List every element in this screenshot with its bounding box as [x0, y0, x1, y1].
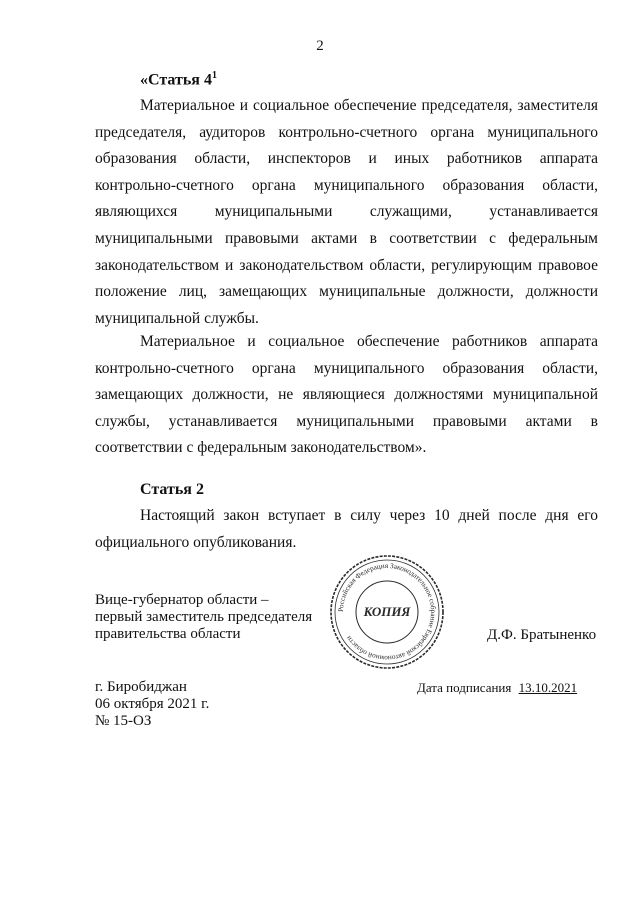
- article-2-heading: Статья 2: [140, 481, 204, 498]
- article-4-heading-superscript: 1: [211, 70, 217, 81]
- copy-stamp-graphic: [328, 553, 446, 671]
- article-4-heading-text: «Статья 4: [140, 71, 212, 89]
- signatory-title-line-3: правительства области: [95, 626, 241, 642]
- footer-city: г. Биробиджан: [95, 679, 187, 695]
- page-number: 2: [316, 38, 324, 54]
- article-4-paragraph-2: Материальное и социальное обеспечение работников аппарата контрольно-счетного органа муниципального образования области, замещающих должности, не являющиеся должностями муниципальной службы, устанавливается муниципальными правовыми актами в соответствии с федеральным законодательством».: [95, 333, 598, 457]
- signatory-title: [95, 592, 312, 643]
- signatory-title-line-2: первый заместитель председателя: [95, 609, 313, 625]
- signing-date-label: Дата подписания: [417, 680, 512, 695]
- article-4-paragraph-1: Материальное и социальное обеспечение председателя, заместителя председателя, аудиторов контрольно-счетного органа муниципального образования области, инспекторов и иных работников аппарата контрольно-счетного органа муниципального образования области, являющихся муниципальными служащими, устанавливается муниципальными правовыми актами в соответствии с федеральным законодательством и законодательством области, регулирующим правовое положение лиц, замещающих муниципальные должности, должности муниципальной службы.: [95, 97, 598, 327]
- signatory-name: Д.Ф. Братыненко: [487, 627, 597, 643]
- footer-date: 06 октября 2021 г.: [95, 696, 210, 712]
- stamp-ring-text: Российская Федерация Законодательное собрание Еврейской автономной области: [336, 561, 438, 663]
- stamp-center-text: КОПИЯ: [363, 604, 411, 619]
- signatory-title-line-1: Вице-губернатор области –: [95, 592, 269, 608]
- footer-law-number: № 15-ОЗ: [95, 713, 152, 729]
- signing-date: [417, 680, 577, 696]
- copy-stamp: [328, 553, 446, 671]
- article-2-paragraph: Настоящий закон вступает в силу через 10 дней после дня его официального опубликования.: [95, 507, 598, 551]
- signing-date-value: 13.10.2021: [518, 680, 578, 695]
- footer-place-block: [95, 679, 209, 730]
- article-4-heading: [140, 70, 217, 89]
